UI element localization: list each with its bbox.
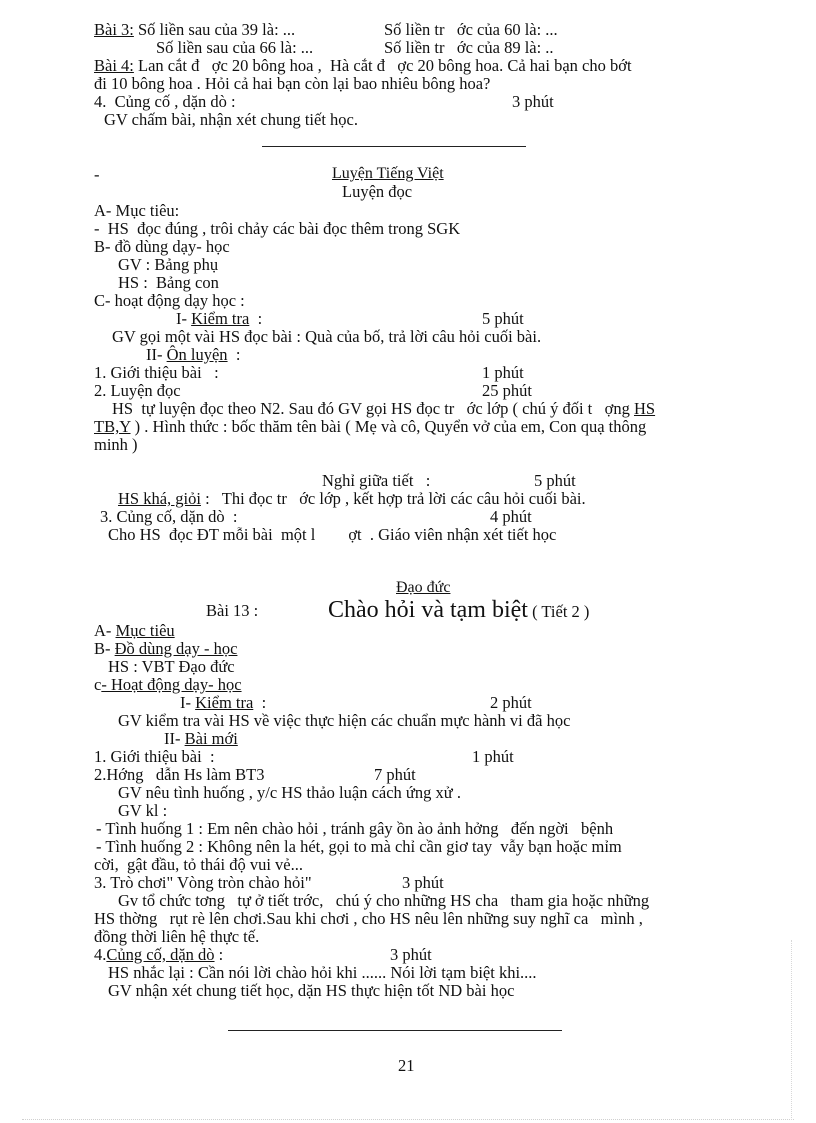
materials-student: HS : Bảng con xyxy=(118,273,219,292)
section-title: Luyện Tiếng Việt xyxy=(332,165,444,182)
check-text: GV gọi một vài HS đọc bài : Quà của bố, trả lời câu hỏi cuối bài. xyxy=(112,327,542,346)
exercise-guide: 2.Hớng dẫn Hs làm BT3 xyxy=(94,765,265,784)
activities-heading: C- hoạt động dạy học : xyxy=(94,291,245,310)
ethics-wrapup-text-1: HS nhắc lại : Cần nói lời chào hỏi khi ...... Nói lời tạm biệt khi.... xyxy=(108,963,537,982)
lesson-number: Bài 13 : xyxy=(206,601,259,620)
wrapup-text: Cho HS đọc ĐT mỗi bài một l ợt . Giáo viên nhận xét tiết học xyxy=(108,525,557,544)
ethics-wrapup-time: 3 phút xyxy=(390,945,432,964)
game-time: 3 phút xyxy=(402,873,444,892)
consolidation-text: GV chấm bài, nhận xét chung tiết học. xyxy=(104,110,359,129)
intro-heading: 1. Giới thiệu bài : xyxy=(94,363,219,382)
ethics-intro: 1. Giới thiệu bài : xyxy=(94,747,215,766)
page-number: 21 xyxy=(398,1056,415,1075)
reading-text-3: minh ) xyxy=(94,435,138,454)
exercise-3-line-2: Số liền sau của 66 là: ... xyxy=(156,38,314,57)
game-text-1: Gv tổ chức tơng tự ở tiết trớc, chú ý cho những HS cha tham gia hoặc những xyxy=(118,891,650,910)
ethics-materials-student: HS : VBT Đạo đức xyxy=(108,657,235,676)
materials-heading: B- đồ dùng dạy- học xyxy=(94,237,230,256)
game-text-2: HS thờng rụt rè lên chơi.Sau khi chơi , cho HS nêu lên những suy nghĩ ca mình , xyxy=(94,909,643,928)
objectives-heading: A- Mục tiêu: xyxy=(94,201,180,220)
check-time: 5 phút xyxy=(482,309,524,328)
ethics-check-time: 2 phút xyxy=(490,693,532,712)
reading-text-1: HS tự luyện đọc theo N2. Sau đó GV gọi HS đọc tr ớc lớp ( chú ý đối t ợng HS xyxy=(112,399,656,418)
exercise-3-right: Số liền tr ớc của 60 là: ... xyxy=(384,20,558,39)
situation-2: - Tình huống 2 : Không nên la hét, gọi to mà chỉ cần giơ tay vẫy bạn hoặc mỉm xyxy=(96,837,622,856)
check-heading: I- Kiểm tra : xyxy=(176,309,263,328)
ethics-check-text: GV kiểm tra vài HS về việc thực hiện các chuẩn mực hành vi đã học xyxy=(118,711,571,730)
game-text-3: đồng thời liên hệ thực tế. xyxy=(94,927,260,946)
exercise-3-right-2: Số liền tr ớc của 89 là: .. xyxy=(384,38,554,57)
exercise-4-line: Bài 4: Lan cắt đ ợc 20 bông hoa , Hà cắt đ ợc 20 bông hoa. Cả hai bạn cho bớt xyxy=(94,56,632,75)
ethics-objectives: A- Mục tiêu xyxy=(94,621,175,640)
situation-intro: GV nêu tình huống , y/c HS thảo luận cách ứng xử . xyxy=(118,783,461,802)
ethics-activities: c- Hoạt động dạy- học xyxy=(94,675,242,694)
consolidation-heading: 4. Củng cố , dặn dò : xyxy=(94,92,236,111)
footer-separator xyxy=(228,1030,562,1031)
ethics-wrapup: 4.Củng cố, dặn dò : xyxy=(94,945,224,964)
wrapup-time: 4 phút xyxy=(490,507,532,526)
good-students-text: HS khá, giỏi : Thi đọc tr ớc lớp , kết hợp trả lời các câu hỏi cuối bài. xyxy=(118,489,586,508)
ethics-wrapup-text-2: GV nhận xét chung tiết học, dặn HS thực hiện tốt ND bài học xyxy=(108,981,515,1000)
page-edge-dots xyxy=(22,1119,794,1120)
lesson-title: Chào hỏi và tạm biệt ( Tiết 2 ) xyxy=(328,597,590,623)
objectives-text: - HS đọc đúng , trôi chảy các bài đọc thêm trong SGK xyxy=(94,219,461,238)
reading-text-2: TB,Y ) . Hình thức : bốc thăm tên bài ( Mẹ và cô, Quyển vở của em, Con quạ thông xyxy=(94,417,647,436)
reading-heading: 2. Luyện đọc xyxy=(94,381,181,400)
materials-teacher: GV : Bảng phụ xyxy=(118,255,219,274)
situation-1: - Tình huống 1 : Em nên chào hỏi , tránh gây ồn ào ảnh hởng đến ngời bệnh xyxy=(96,819,614,838)
ethics-intro-time: 1 phút xyxy=(472,747,514,766)
separator-line xyxy=(262,146,526,147)
exercise-guide-time: 7 phút xyxy=(374,765,416,784)
exercise-4-line-2: đi 10 bông hoa . Hỏi cả hai bạn còn lại bao nhiêu bông hoa? xyxy=(94,74,491,93)
ethics-materials: B- Đồ dùng dạy - học xyxy=(94,639,238,658)
ethics-check-heading: I- Kiểm tra : xyxy=(180,693,267,712)
consolidation-time: 3 phút xyxy=(512,92,554,111)
section-subtitle: Luyện đọc xyxy=(342,182,413,201)
page-edge-dots-right xyxy=(791,940,792,1120)
game-heading: 3. Trò chơi" Vòng tròn chào hỏi" xyxy=(94,873,312,892)
review-heading: II- Ôn luyện : xyxy=(146,345,241,364)
exercise-3-line: Bài 3: Số liền sau của 39 là: ... xyxy=(94,20,296,39)
dash-marker: - xyxy=(94,165,100,184)
ethics-subject: Đạo đức xyxy=(396,579,451,596)
break-heading: Nghỉ giữa tiết : xyxy=(322,471,431,490)
wrapup-heading: 3. Củng cố, dặn dò : xyxy=(100,507,238,526)
new-lesson-heading: II- Bài mới xyxy=(164,729,238,748)
conclusion-label: GV kl : xyxy=(118,801,168,820)
situation-2-cont: cời, gật đầu, tỏ thái độ vui vẻ... xyxy=(94,855,303,874)
break-time: 5 phút xyxy=(534,471,576,490)
reading-time: 25 phút xyxy=(482,381,532,400)
intro-time: 1 phút xyxy=(482,363,524,382)
